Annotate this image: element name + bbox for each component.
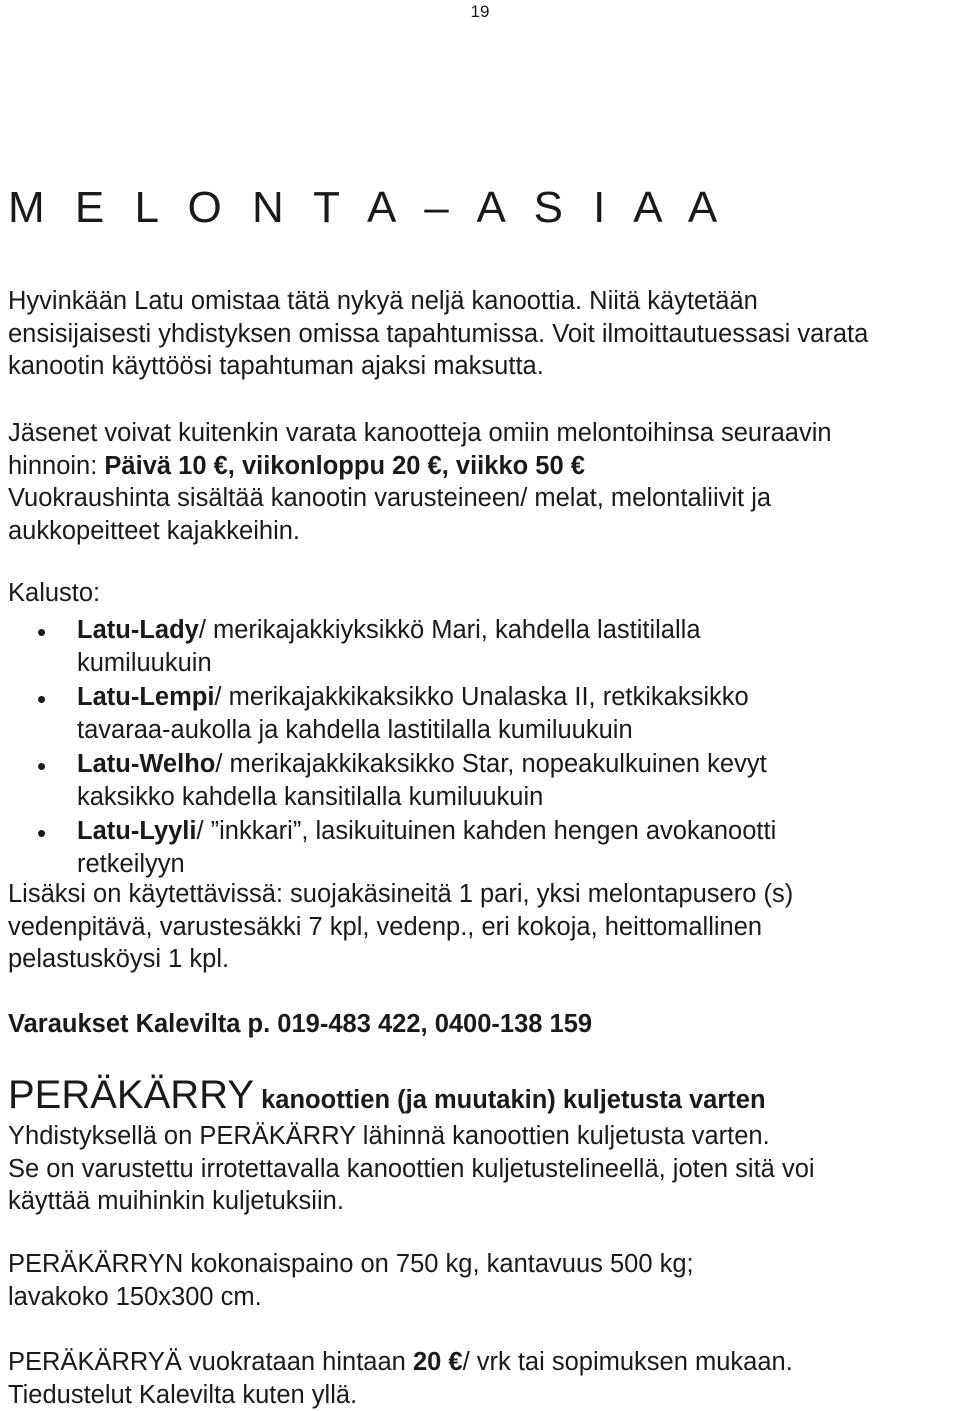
intro-line: Hyvinkään Latu omistaa tätä nykyä neljä kanoottia. Niitä käytetään <box>8 285 953 318</box>
trailer-line: käyttää muihinkin kuljetuksiin. <box>8 1185 953 1218</box>
rent-price: 20 € <box>413 1348 463 1376</box>
trailer-line: Se on varustettu irrotettavalla kanoottien kuljetustelineellä, joten sitä voi <box>8 1153 953 1186</box>
intro-line: kanootin käyttöösi tapahtuman ajaksi maksutta. <box>8 350 953 383</box>
intro-line: ensisijaisesti yhdistyksen omissa tapahtumissa. Voit ilmoittautuessasi varata <box>8 318 953 351</box>
trailer-rent <box>8 1346 953 1411</box>
trailer-specs <box>8 1248 953 1313</box>
bullet-icon: • <box>37 750 46 783</box>
item-line: retkeilyyn <box>77 848 960 881</box>
item-line <box>77 815 960 848</box>
extras-line: pelastusköysi 1 kpl. <box>8 943 953 976</box>
canoe-name: Latu-Lady <box>77 616 199 644</box>
trailer-heading <box>8 1072 953 1123</box>
bullet-icon: • <box>37 616 46 649</box>
list-item <box>0 815 960 880</box>
trailer-paragraph <box>8 1120 953 1218</box>
page-number: 19 <box>0 2 960 22</box>
item-line: kumiluukuin <box>77 647 960 680</box>
members-line: Jäsenet voivat kuitenkin varata kanootteja omiin melontoihinsa seuraavin <box>8 417 953 450</box>
trailer-inquiry: Tiedustelut Kalevilta kuten yllä. <box>8 1379 953 1411</box>
canoe-name: Latu-Lyyli <box>77 817 196 845</box>
trailer-specs-line: PERÄKÄRRYN kokonaispaino on 750 kg, kantavuus 500 kg; <box>8 1248 953 1281</box>
canoe-description: / ”inkkari”, lasikuituinen kahden hengen avokanootti <box>196 817 776 845</box>
item-line <box>77 614 960 647</box>
members-line: aukkopeitteet kajakkeihin. <box>8 515 953 548</box>
intro-paragraph <box>8 285 953 383</box>
trailer-rent-line <box>8 1346 953 1379</box>
trailer-specs-line: lavakoko 150x300 cm. <box>8 1281 953 1314</box>
canoe-name: Latu-Lempi <box>77 683 214 711</box>
page-title: M E L O N T A – A S I A A <box>8 183 726 233</box>
bullet-icon: • <box>37 817 46 850</box>
list-item <box>0 748 960 813</box>
kalusto-heading: Kalusto: <box>8 577 953 610</box>
canoe-description: / merikajakkikaksikko Unalaska II, retkikaksikko <box>214 683 748 711</box>
bullet-icon: • <box>37 683 46 716</box>
extras-line: Lisäksi on käytettävissä: suojakäsineitä 1 pari, yksi melontapusero (s) <box>8 878 953 911</box>
price-label: hinnoin: <box>8 452 104 480</box>
list-item <box>0 614 960 679</box>
trailer-title: PERÄKÄRRY <box>8 1073 254 1117</box>
canoe-description: / merikajakkiyksikkö Mari, kahdella lastitilalla <box>199 616 701 644</box>
item-line: tavaraa-aukolla ja kahdella lastitilalla kumiluukuin <box>77 714 960 747</box>
reservations-line: Varaukset Kalevilta p. 019-483 422, 0400-138 159 <box>8 1008 953 1041</box>
trailer-subtitle: kanoottien (ja muutakin) kuljetusta varten <box>261 1086 765 1114</box>
item-line <box>77 681 960 714</box>
rent-prefix: PERÄKÄRRYÄ vuokrataan hintaan <box>8 1348 413 1376</box>
members-price-line <box>8 450 953 483</box>
rent-suffix: / vrk tai sopimuksen mukaan. <box>463 1348 793 1376</box>
trailer-line: Yhdistyksellä on PERÄKÄRRY lähinnä kanoottien kuljetusta varten. <box>8 1120 953 1153</box>
canoe-description: / merikajakkikaksikko Star, nopeakulkuinen kevyt <box>215 750 766 778</box>
item-line: kaksikko kahdella kansitilalla kumiluukuin <box>77 781 960 814</box>
kalusto-list <box>0 614 960 882</box>
list-item <box>0 681 960 746</box>
price-list: Päivä 10 €, viikonloppu 20 €, viikko 50 € <box>104 452 585 480</box>
members-paragraph <box>8 417 953 547</box>
canoe-name: Latu-Welho <box>77 750 215 778</box>
members-line: Vuokraushinta sisältää kanootin varusteineen/ melat, melontaliivit ja <box>8 482 953 515</box>
extras-line: vedenpitävä, varustesäkki 7 kpl, vedenp., eri kokoja, heittomallinen <box>8 911 953 944</box>
item-line <box>77 748 960 781</box>
extras-paragraph <box>8 878 953 976</box>
